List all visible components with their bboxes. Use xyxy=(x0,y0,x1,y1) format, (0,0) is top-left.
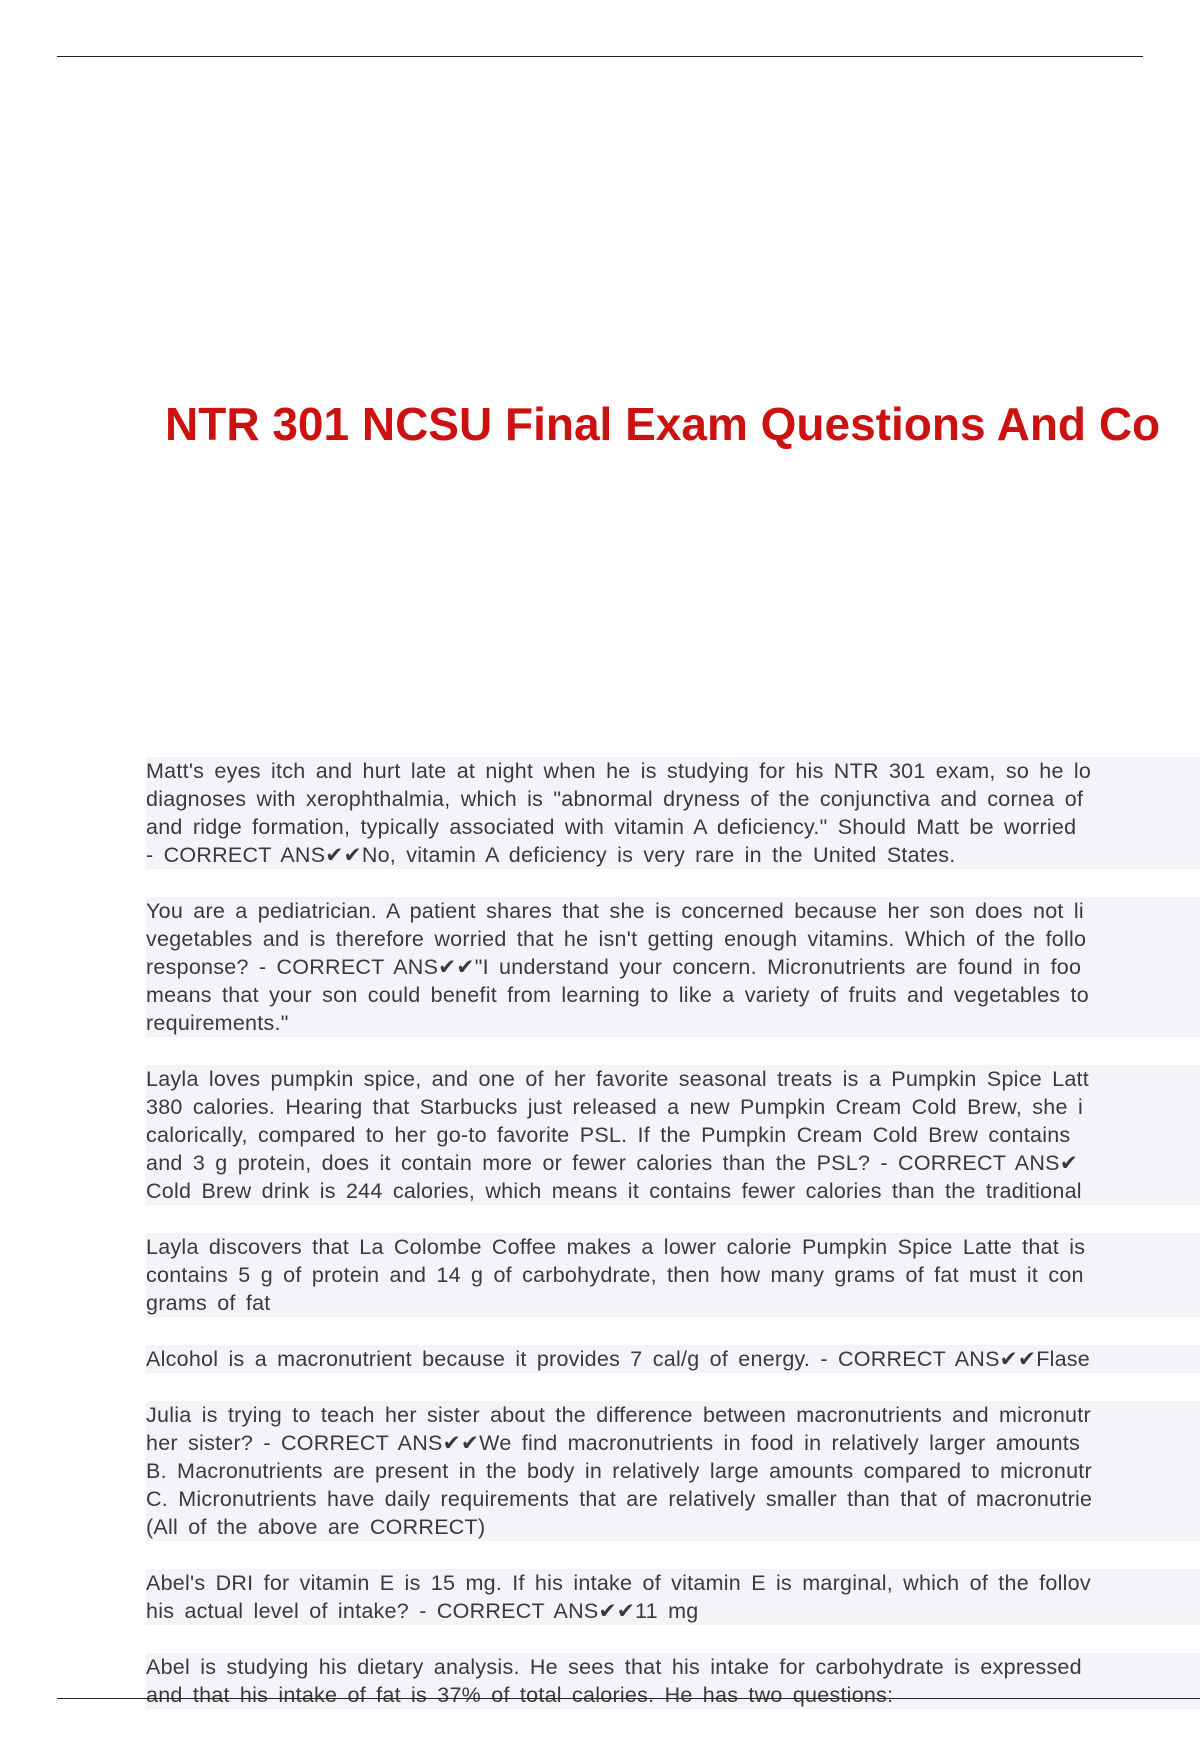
qa-item xyxy=(146,1065,1200,1205)
qa-item xyxy=(146,1233,1200,1317)
qa-item xyxy=(146,757,1200,869)
qa-line: and 3 g protein, does it contain more or fewer calories than the PSL? - CORRECT ANS✔ xyxy=(146,1149,1200,1177)
document-title: NTR 301 NCSU Final Exam Questions And Co xyxy=(165,398,1161,450)
qa-line: and ridge formation, typically associated with vitamin A deficiency." Should Matt be worried xyxy=(146,813,1200,841)
qa-list xyxy=(146,757,1200,1737)
qa-line: C. Micronutrients have daily requirements that are relatively smaller than that of macronutrie xyxy=(146,1485,1200,1513)
qa-line: diagnoses with xerophthalmia, which is "abnormal dryness of the conjunctiva and cornea of xyxy=(146,785,1200,813)
qa-line: Abel is studying his dietary analysis. He sees that his intake for carbohydrate is expressed xyxy=(146,1653,1200,1681)
qa-line: Cold Brew drink is 244 calories, which means it contains fewer calories than the traditional xyxy=(146,1177,1200,1205)
footer-rule xyxy=(57,1698,1200,1699)
qa-line: Matt's eyes itch and hurt late at night when he is studying for his NTR 301 exam, so he lo xyxy=(146,757,1200,785)
header-rule xyxy=(57,56,1143,57)
qa-line: Layla loves pumpkin spice, and one of her favorite seasonal treats is a Pumpkin Spice Latt xyxy=(146,1065,1200,1093)
qa-item xyxy=(146,1345,1200,1373)
qa-line: calorically, compared to her go-to favorite PSL. If the Pumpkin Cream Cold Brew contains xyxy=(146,1121,1200,1149)
qa-line: vegetables and is therefore worried that he isn't getting enough vitamins. Which of the follo xyxy=(146,925,1200,953)
qa-line: his actual level of intake? - CORRECT ANS✔✔11 mg xyxy=(146,1597,1200,1625)
qa-item xyxy=(146,1653,1200,1709)
qa-line: grams of fat xyxy=(146,1289,1200,1317)
qa-line: - CORRECT ANS✔✔No, vitamin A deficiency is very rare in the United States. xyxy=(146,841,1200,869)
qa-line: B. Macronutrients are present in the body in relatively large amounts compared to micronutr xyxy=(146,1457,1200,1485)
qa-line: requirements." xyxy=(146,1009,1200,1037)
qa-line: Layla discovers that La Colombe Coffee makes a lower calorie Pumpkin Spice Latte that is xyxy=(146,1233,1200,1261)
qa-item xyxy=(146,897,1200,1037)
qa-item xyxy=(146,1401,1200,1541)
qa-line: Abel's DRI for vitamin E is 15 mg. If his intake of vitamin E is marginal, which of the follov xyxy=(146,1569,1200,1597)
qa-line: Julia is trying to teach her sister about the difference between macronutrients and micronutr xyxy=(146,1401,1200,1429)
qa-line: (All of the above are CORRECT) xyxy=(146,1513,1200,1541)
qa-line: contains 5 g of protein and 14 g of carbohydrate, then how many grams of fat must it con xyxy=(146,1261,1200,1289)
qa-line: 380 calories. Hearing that Starbucks just released a new Pumpkin Cream Cold Brew, she i xyxy=(146,1093,1200,1121)
qa-item xyxy=(146,1569,1200,1625)
qa-line: You are a pediatrician. A patient shares that she is concerned because her son does not li xyxy=(146,897,1200,925)
qa-line: response? - CORRECT ANS✔✔"I understand your concern. Micronutrients are found in foo xyxy=(146,953,1200,981)
qa-line: means that your son could benefit from learning to like a variety of fruits and vegetables to xyxy=(146,981,1200,1009)
qa-line: Alcohol is a macronutrient because it provides 7 cal/g of energy. - CORRECT ANS✔✔Flase xyxy=(146,1345,1200,1373)
qa-line: and that his intake of fat is 37% of total calories. He has two questions: xyxy=(146,1681,1200,1709)
qa-line: her sister? - CORRECT ANS✔✔We find macronutrients in food in relatively larger amounts xyxy=(146,1429,1200,1457)
